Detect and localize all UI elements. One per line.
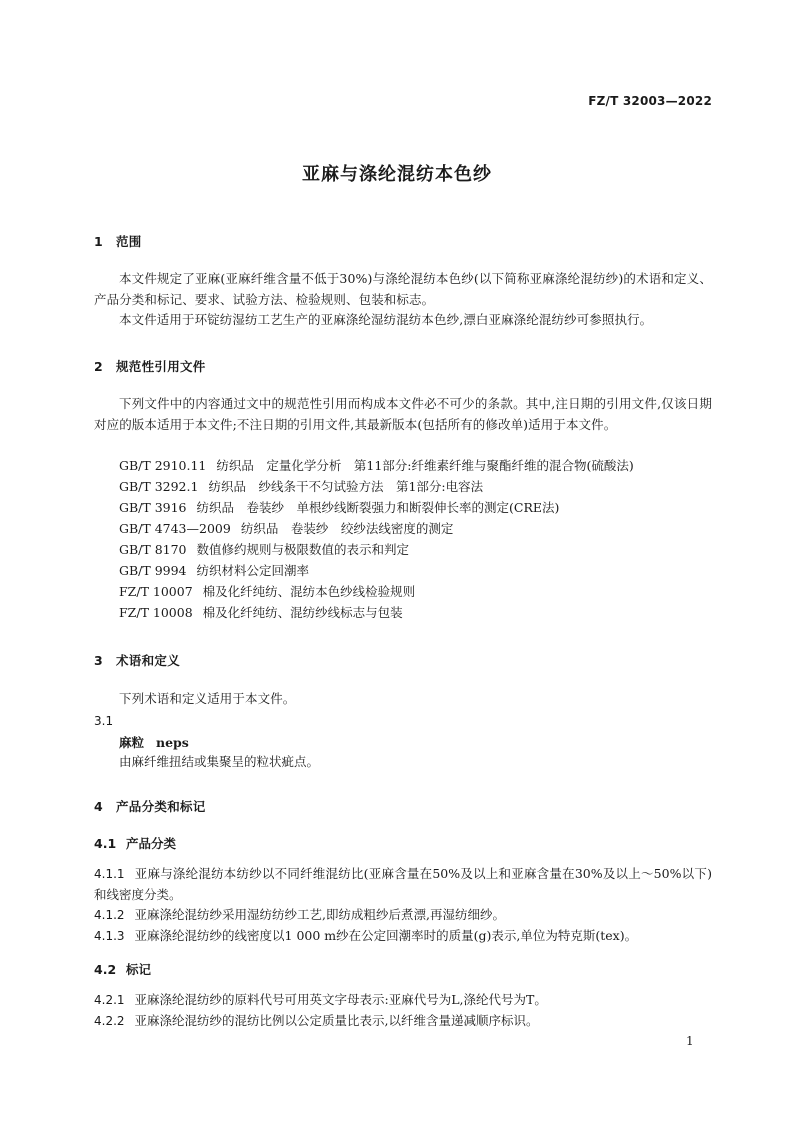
clause-4-2-2 xyxy=(94,1011,712,1032)
section-title: 范围 xyxy=(116,234,142,249)
reference-item xyxy=(119,498,559,519)
clause-text: 亚麻涤纶混纺纱采用湿纺纺纱工艺,即纺成粗纱后煮漂,再湿纺细纱。 xyxy=(134,907,505,922)
reference-code: FZ/T 10008 xyxy=(119,605,193,620)
document-title: 亚麻与涤纶混纺本色纱 xyxy=(302,164,492,185)
reference-code: FZ/T 10007 xyxy=(119,584,193,599)
clause-4-2-1 xyxy=(94,990,712,1011)
scope-paragraph-1: 本文件规定了亚麻(亚麻纤维含量不低于30%)与涤纶混纺本色纱(以下简称亚麻涤纶混纺纱)的术语和定义、产品分类和标记、要求、试验方法、检验规则、包装和标志。 xyxy=(94,271,712,307)
clause-number: 4.2.1 xyxy=(94,993,125,1007)
reference-title: 纺织品 卷装纱 绞纱法线密度的测定 xyxy=(240,521,454,536)
section-number: 2 xyxy=(94,359,103,374)
section-number: 4 xyxy=(94,799,103,814)
term-heading xyxy=(119,733,189,751)
clause-4-1-3 xyxy=(94,926,712,947)
subsection-4-1-heading xyxy=(94,834,176,852)
reference-item xyxy=(119,540,409,561)
term-zh: 麻粒 xyxy=(119,735,145,750)
reference-code: GB/T 3292.1 xyxy=(119,479,199,494)
reference-title: 棉及化纤纯纺、混纺本色纱线检验规则 xyxy=(202,584,416,599)
reference-code: GB/T 2910.11 xyxy=(119,458,207,473)
reference-title: 纺织品 卷装纱 单根纱线断裂强力和断裂伸长率的测定(CRE法) xyxy=(196,500,560,515)
normative-intro: 下列文件中的内容通过文中的规范性引用而构成本文件必不可少的条款。其中,注日期的引用文件,仅该日期对应的版本适用于本文件;不注日期的引用文件,其最新版本(包括所有的修改单)适用于本文件。 xyxy=(94,396,712,432)
section-title: 术语和定义 xyxy=(116,653,181,668)
reference-title: 纺织品 纱线条干不匀试验方法 第1部分:电容法 xyxy=(208,479,484,494)
section-title: 产品分类和标记 xyxy=(116,799,206,814)
subsection-4-2-heading xyxy=(94,960,151,978)
reference-code: GB/T 4743—2009 xyxy=(119,521,231,536)
section-1-heading xyxy=(94,232,142,250)
reference-item xyxy=(119,477,483,498)
reference-item xyxy=(119,582,415,603)
reference-item xyxy=(119,456,634,477)
clause-number: 4.1.3 xyxy=(94,929,125,943)
term-definition: 由麻纤维扭结或集聚呈的粒状疵点。 xyxy=(119,754,320,769)
reference-code: GB/T 9994 xyxy=(119,563,187,578)
clause-number: 4.1.2 xyxy=(94,908,125,922)
clause-text: 亚麻与涤纶混纺本纺纱以不同纤维混纺比(亚麻含量在50%及以上和亚麻含量在30%及以上～50%以下)和线密度分类。 xyxy=(94,866,712,902)
reference-title: 纺织材料公定回潮率 xyxy=(196,563,310,578)
section-4-heading xyxy=(94,797,206,815)
reference-title: 纺织品 定量化学分析 第11部分:纤维素纤维与聚酯纤维的混合物(硫酸法) xyxy=(216,458,634,473)
section-number: 3 xyxy=(94,653,103,668)
subsection-number: 4.2 xyxy=(94,962,117,977)
term-number: 3.1 xyxy=(94,714,114,728)
clause-text: 亚麻涤纶混纺纱的混纺比例以公定质量比表示,以纤维含量递减顺序标识。 xyxy=(134,1013,539,1028)
section-2-heading xyxy=(94,357,206,375)
reference-title: 棉及化纤纯纺、混纺纱线标志与包装 xyxy=(202,605,403,620)
subsection-number: 4.1 xyxy=(94,836,117,851)
section-number: 1 xyxy=(94,234,103,249)
clause-text: 亚麻涤纶混纺纱的线密度以1 000 m纱在公定回潮率时的质量(g)表示,单位为特克斯(tex)。 xyxy=(134,928,638,943)
reference-item xyxy=(119,561,309,582)
standard-number: FZ/T 32003—2022 xyxy=(588,94,712,108)
subsection-title: 产品分类 xyxy=(126,836,177,851)
reference-item xyxy=(119,519,453,540)
section-title: 规范性引用文件 xyxy=(116,359,206,374)
page-number: 1 xyxy=(686,1034,694,1048)
subsection-title: 标记 xyxy=(126,962,152,977)
term-en: neps xyxy=(156,735,189,750)
reference-code: GB/T 3916 xyxy=(119,500,187,515)
section-3-heading xyxy=(94,651,180,669)
scope-paragraph-2: 本文件适用于环锭纺湿纺工艺生产的亚麻涤纶湿纺混纺本色纱,漂白亚麻涤纶混纺纱可参照执行。 xyxy=(119,312,653,327)
clause-4-1-2 xyxy=(94,905,712,926)
reference-title: 数值修约规则与极限数值的表示和判定 xyxy=(196,542,410,557)
clause-number: 4.2.2 xyxy=(94,1014,125,1028)
reference-code: GB/T 8170 xyxy=(119,542,187,557)
reference-item xyxy=(119,603,403,624)
clause-4-1-1 xyxy=(94,864,712,905)
clause-text: 亚麻涤纶混纺纱的原料代号可用英文字母表示:亚麻代号为L,涤纶代号为T。 xyxy=(134,992,547,1007)
clause-number: 4.1.1 xyxy=(94,867,125,881)
terms-intro: 下列术语和定义适用于本文件。 xyxy=(119,691,296,706)
